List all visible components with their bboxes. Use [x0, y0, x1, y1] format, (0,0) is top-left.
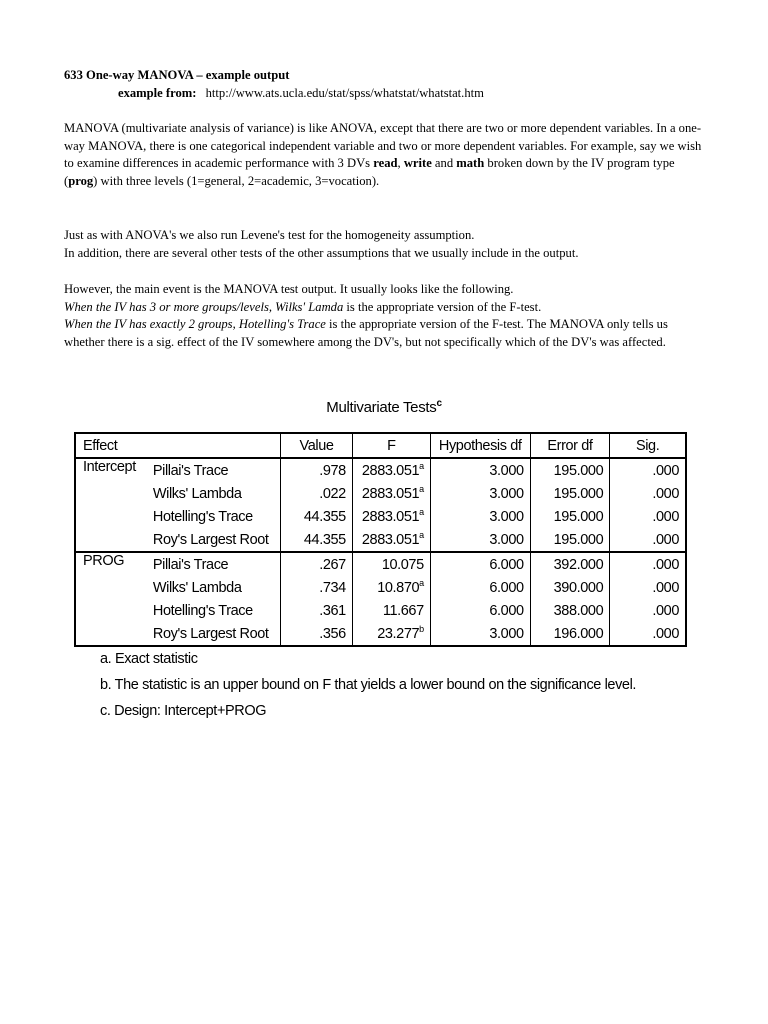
- sig-cell: .000: [652, 485, 679, 502]
- intro-sep: and: [431, 156, 457, 171]
- hypothesis-df-cell: 3.000: [430, 458, 530, 482]
- test-name-cell: Wilks' Lambda: [147, 482, 281, 505]
- intro-sep: ,: [397, 156, 404, 171]
- sig-cell: .000: [652, 625, 679, 642]
- value-cell: .022: [281, 482, 353, 505]
- intro-text: MANOVA (multivariate analysis of variance) is like ANOVA, except that there are two or more dependent variables. In a one-way MANOVA, there is one categorical independent variable and two or more dependent variables. For example, say we wish to examine differences in academic performance with 3 DVs: [64, 121, 702, 171]
- f-cell: [352, 505, 430, 528]
- f-footnote-mark: a: [419, 529, 424, 540]
- dv-write: write: [403, 156, 432, 171]
- table-title-note: c: [436, 398, 442, 409]
- hotelling-italic: When the IV has exactly 2 groups, Hotelling's Trace: [64, 317, 326, 332]
- value-cell: .356: [281, 622, 353, 646]
- assumptions-line: In addition, there are several other tests of the other assumptions that we usually include in the output.: [64, 245, 579, 260]
- error-df-cell: 195.000: [530, 528, 610, 552]
- header-hypothesis-df: Hypothesis df: [430, 433, 530, 458]
- f-value: 2883.051: [361, 485, 420, 502]
- table-row: [75, 458, 686, 482]
- f-value: 2883.051: [361, 508, 420, 525]
- main-event-line: However, the main event is the MANOVA test output. It usually looks like the following.: [64, 282, 514, 296]
- header-effect: Effect: [75, 433, 281, 458]
- table-row: [75, 576, 686, 599]
- table-body: [75, 458, 686, 646]
- value-cell: .267: [281, 552, 353, 576]
- error-df-cell: 392.000: [530, 552, 610, 576]
- iv-prog: prog: [68, 173, 94, 188]
- header-value: Value: [281, 433, 353, 458]
- footnote-mark: b.: [100, 677, 112, 693]
- f-value: 10.870: [377, 579, 420, 596]
- main-event-paragraph: [64, 281, 704, 351]
- footnote-text: The statistic is an upper bound on F that yields a lower bound on the significance level.: [114, 677, 637, 693]
- table-title-text: Multivariate Tests: [326, 399, 437, 416]
- value-cell: .361: [281, 599, 353, 622]
- error-df-cell: 196.000: [530, 622, 610, 646]
- value-cell: .978: [281, 458, 353, 482]
- hypothesis-df-cell: 6.000: [430, 552, 530, 576]
- table-row: [75, 528, 686, 552]
- hypothesis-df-cell: 3.000: [430, 505, 530, 528]
- table-row: [75, 552, 686, 576]
- hypothesis-df-cell: 3.000: [430, 622, 530, 646]
- f-value: 10.075: [381, 556, 424, 573]
- wilks-rest: is the appropriate version of the F-test.: [343, 299, 542, 314]
- sig-cell: .000: [652, 602, 679, 619]
- test-name-cell: Pillai's Trace: [147, 458, 281, 482]
- error-df-cell: 195.000: [530, 458, 610, 482]
- hypothesis-df-cell: 3.000: [430, 482, 530, 505]
- f-footnote-mark: a: [419, 506, 424, 517]
- footnote-text: Design: Intercept+PROG: [114, 703, 267, 719]
- footnote: [100, 672, 636, 698]
- table-footnotes: [100, 646, 636, 724]
- f-footnote-mark: a: [419, 577, 424, 588]
- table-row: [75, 505, 686, 528]
- wilks-italic: When the IV has 3 or more groups/levels, Wilks' Lamda: [64, 299, 344, 314]
- table-row: [75, 622, 686, 646]
- effect-cell: Intercept: [83, 459, 136, 475]
- intro-text: ) with three levels (1=general, 2=academic, 3=vocation).: [93, 173, 380, 188]
- hotelling-line: [64, 316, 704, 351]
- sig-cell: .000: [652, 531, 679, 548]
- dv-math: math: [456, 156, 485, 171]
- value-cell: 44.355: [281, 505, 353, 528]
- test-name-cell: Roy's Largest Root: [147, 622, 281, 646]
- header-f: F: [352, 433, 430, 458]
- multivariate-tests-table: [74, 432, 687, 647]
- f-cell: [352, 576, 430, 599]
- test-name-cell: Hotelling's Trace: [147, 599, 281, 622]
- table-row: [75, 599, 686, 622]
- header-error-df: Error df: [530, 433, 610, 458]
- error-df-cell: 195.000: [530, 482, 610, 505]
- value-cell: 44.355: [281, 528, 353, 552]
- header-sig: Sig.: [610, 433, 686, 458]
- footnote: [100, 646, 636, 672]
- hypothesis-df-cell: 3.000: [430, 528, 530, 552]
- f-footnote-mark: a: [419, 483, 424, 494]
- sig-cell: .000: [652, 579, 679, 596]
- footnote: [100, 698, 636, 724]
- f-footnote-mark: a: [419, 460, 424, 471]
- wilks-line: [64, 299, 704, 317]
- f-cell: [352, 482, 430, 505]
- table-title: [0, 398, 768, 416]
- table-header-row: [75, 433, 686, 458]
- hotelling-rest: is the appropriate version of the F-test. The MANOVA only tells us whether there is a sig. effect of the IV somewhere among the DV's, but not specifically which of the DV's was affected.: [64, 317, 668, 349]
- f-value: 23.277: [377, 625, 420, 642]
- f-value: 2883.051: [361, 462, 420, 479]
- page-title: 633 One-way MANOVA – example output: [64, 68, 290, 82]
- source-label: example from:: [118, 85, 197, 100]
- f-cell: [352, 552, 430, 576]
- title-block: [64, 67, 704, 102]
- test-name-cell: Roy's Largest Root: [147, 528, 281, 552]
- error-df-cell: 195.000: [530, 505, 610, 528]
- error-df-cell: 390.000: [530, 576, 610, 599]
- source-line: [64, 85, 704, 103]
- sig-cell: .000: [652, 462, 679, 479]
- test-name-cell: Wilks' Lambda: [147, 576, 281, 599]
- f-value: 2883.051: [361, 531, 420, 548]
- test-name-cell: Hotelling's Trace: [147, 505, 281, 528]
- hypothesis-df-cell: 6.000: [430, 599, 530, 622]
- intro-paragraph: [64, 120, 704, 190]
- table-row: [75, 482, 686, 505]
- f-value: 11.667: [382, 602, 424, 619]
- source-url: http://www.ats.ucla.edu/stat/spss/whatstat/whatstat.htm: [205, 85, 484, 100]
- footnote-mark: c.: [100, 703, 111, 719]
- f-cell: [352, 599, 430, 622]
- intro-text: broken down by the IV program type (: [64, 156, 675, 188]
- hypothesis-df-cell: 6.000: [430, 576, 530, 599]
- f-cell: [352, 528, 430, 552]
- sig-cell: .000: [610, 552, 686, 576]
- dv-read: read: [373, 156, 398, 171]
- levene-paragraph: [64, 227, 704, 262]
- effect-cell: PROG: [75, 552, 147, 646]
- f-footnote-mark: b: [419, 623, 424, 634]
- error-df-cell: 388.000: [530, 599, 610, 622]
- levene-line: Just as with ANOVA's we also run Levene's test for the homogeneity assumption.: [64, 228, 475, 242]
- footnote-mark: a.: [100, 651, 112, 667]
- f-cell: [352, 458, 430, 482]
- footnote-text: Exact statistic: [114, 651, 198, 667]
- value-cell: .734: [281, 576, 353, 599]
- test-name-cell: Pillai's Trace: [147, 552, 281, 576]
- f-cell: [352, 622, 430, 646]
- sig-cell: .000: [652, 508, 679, 525]
